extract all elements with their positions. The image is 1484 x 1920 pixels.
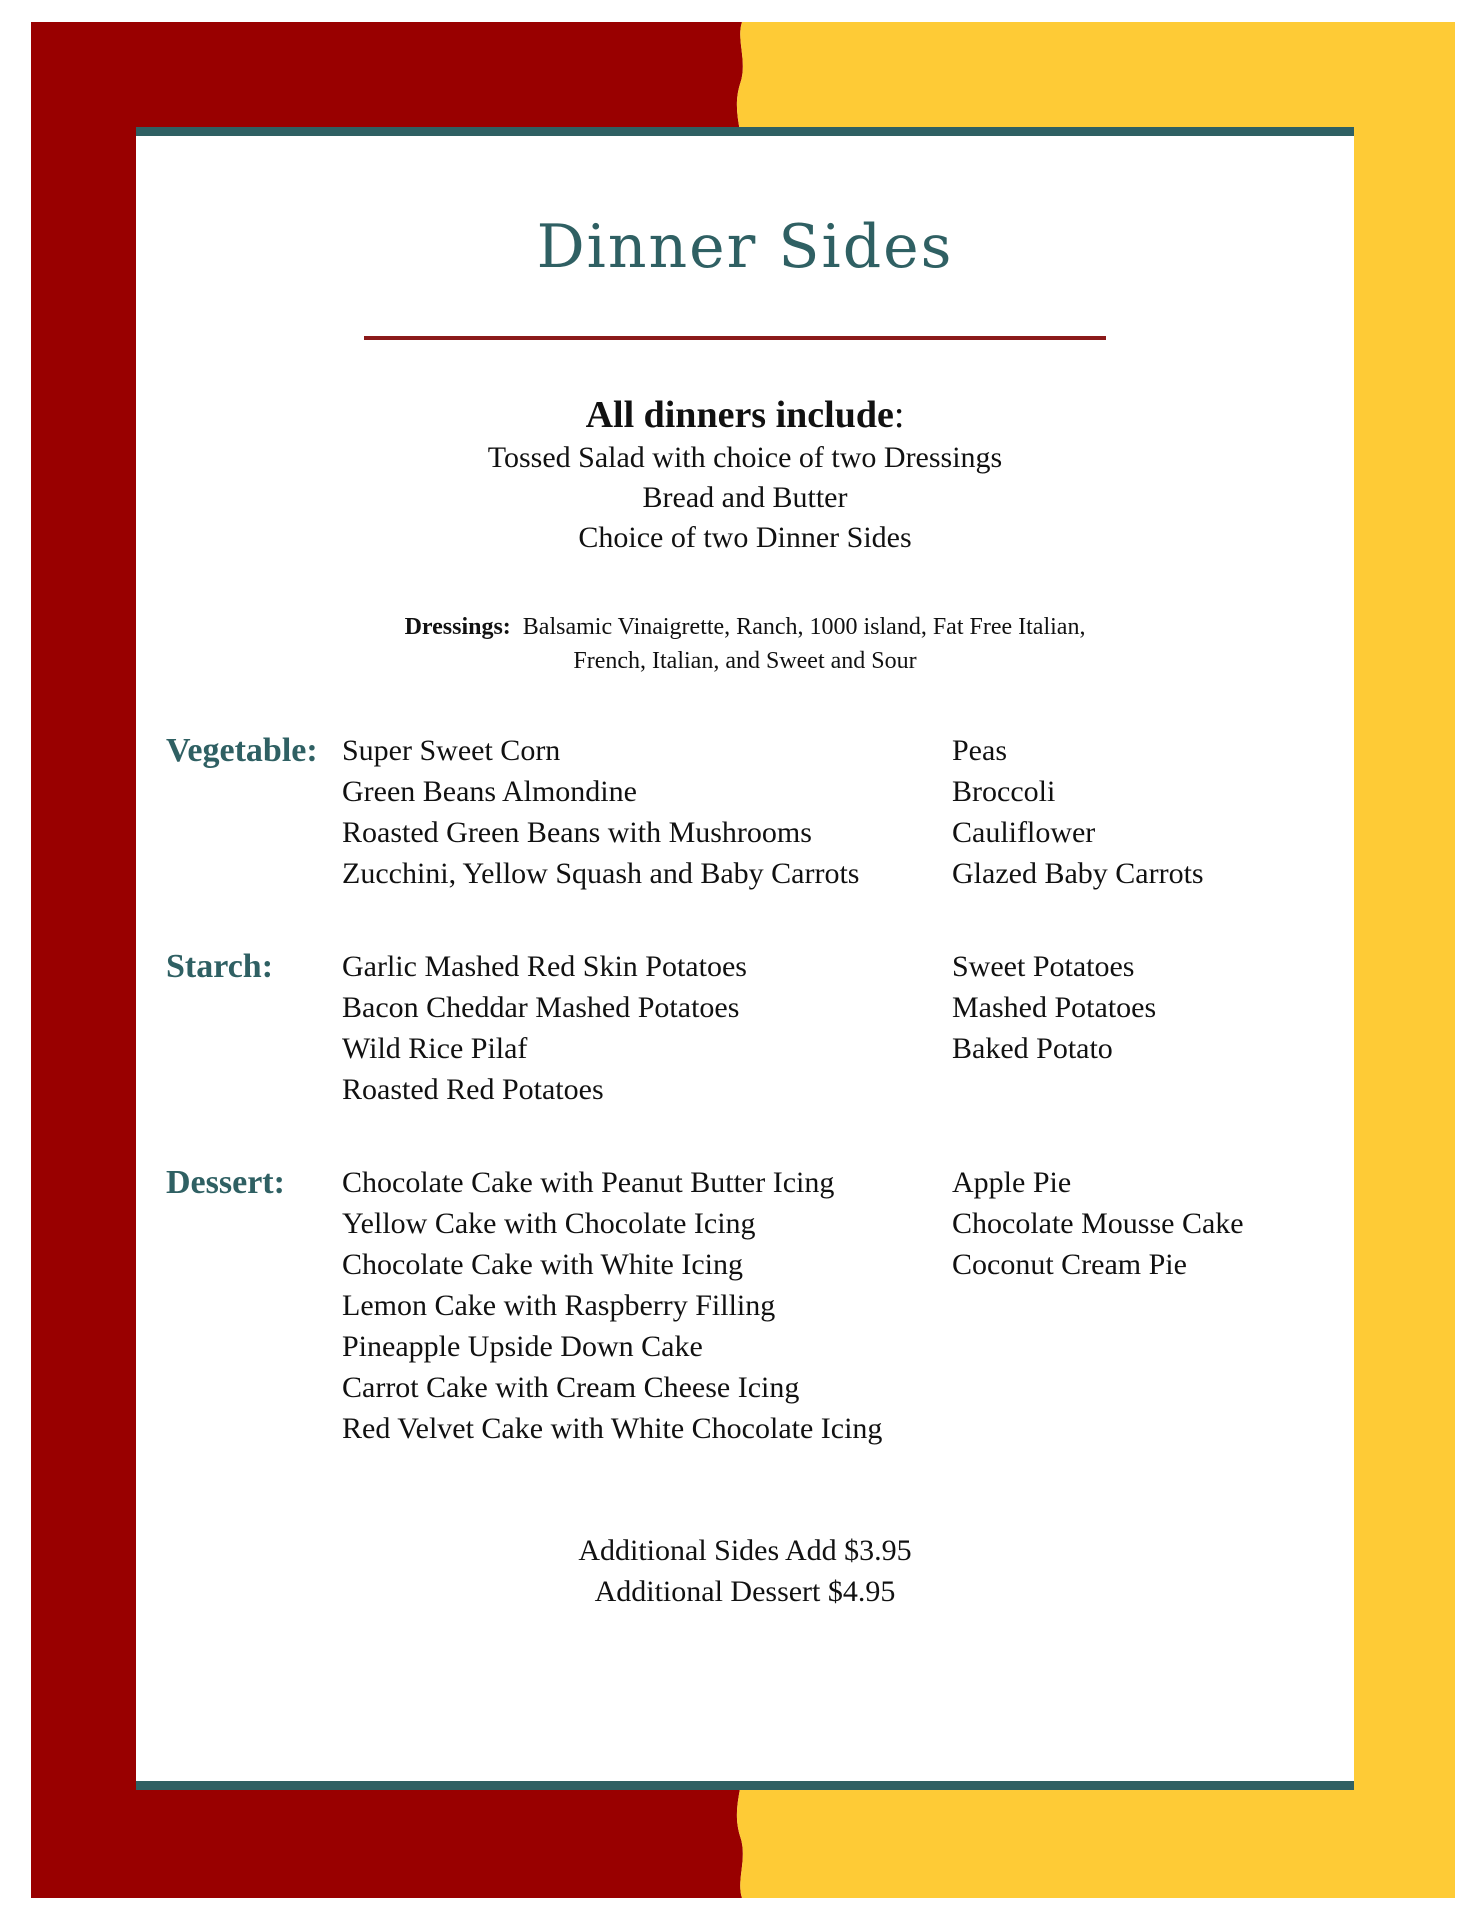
list-item: Broccoli bbox=[952, 775, 1056, 808]
list-item: Zucchini, Yellow Squash and Baby Carrots bbox=[342, 857, 860, 890]
menu-panel bbox=[136, 127, 1354, 1790]
dressings-list-2: French, Italian, and Sweet and Sour bbox=[573, 648, 917, 674]
list-item: Baked Potato bbox=[952, 1032, 1113, 1065]
vegetable-column-1 bbox=[342, 730, 859, 894]
list-item: Bacon Cheddar Mashed Potatoes bbox=[342, 991, 740, 1024]
starch-column-2 bbox=[952, 946, 1156, 1069]
additional-pricing bbox=[136, 1530, 1354, 1612]
list-item: Wild Rice Pilaf bbox=[342, 1032, 528, 1065]
include-item: Bread and Butter bbox=[642, 481, 848, 514]
list-item: Pineapple Upside Down Cake bbox=[342, 1330, 703, 1363]
list-item: Chocolate Cake with White Icing bbox=[342, 1248, 744, 1281]
dressings-line-1 bbox=[136, 610, 1354, 644]
vegetable-column-2 bbox=[952, 730, 1204, 894]
list-item: Cauliflower bbox=[952, 816, 1096, 849]
list-item: Mashed Potatoes bbox=[952, 991, 1157, 1024]
list-item: Chocolate Mousse Cake bbox=[952, 1207, 1244, 1240]
list-item: Lemon Cake with Raspberry Filling bbox=[342, 1289, 776, 1322]
title-divider bbox=[364, 336, 1106, 340]
list-item: Peas bbox=[952, 734, 1007, 767]
dressings-list-1: Balsamic Vinaigrette, Ranch, 1000 island, Fat Free Italian, bbox=[522, 614, 1086, 640]
list-item: Sweet Potatoes bbox=[952, 950, 1135, 983]
dessert-column-2 bbox=[952, 1162, 1244, 1285]
list-item: Glazed Baby Carrots bbox=[952, 857, 1204, 890]
dressings-block bbox=[136, 610, 1354, 678]
list-item: Red Velvet Cake with White Chocolate Icing bbox=[342, 1412, 883, 1445]
list-item: Carrot Cake with Cream Cheese Icing bbox=[342, 1371, 800, 1404]
list-item: Apple Pie bbox=[952, 1166, 1072, 1199]
additional-sides-price: Additional Sides Add $3.95 bbox=[578, 1534, 912, 1567]
additional-dessert-price: Additional Dessert $4.95 bbox=[594, 1575, 896, 1608]
dessert-label: Dessert: bbox=[166, 1164, 285, 1201]
vegetable-label: Vegetable: bbox=[166, 732, 318, 769]
list-item: Green Beans Almondine bbox=[342, 775, 637, 808]
list-item: Yellow Cake with Chocolate Icing bbox=[342, 1207, 756, 1240]
includes-heading-text: All dinners include bbox=[585, 394, 894, 436]
include-item: Choice of two Dinner Sides bbox=[578, 521, 912, 554]
list-item: Roasted Green Beans with Mushrooms bbox=[342, 816, 812, 849]
list-item: Coconut Cream Pie bbox=[952, 1248, 1187, 1281]
include-item: Tossed Salad with choice of two Dressings bbox=[487, 441, 1003, 474]
dinners-include-block bbox=[136, 392, 1354, 558]
list-item: Super Sweet Corn bbox=[342, 734, 561, 767]
list-item: Garlic Mashed Red Skin Potatoes bbox=[342, 950, 747, 983]
includes-heading bbox=[136, 392, 1354, 438]
dressings-label: Dressings: bbox=[404, 614, 511, 640]
starch-label: Starch: bbox=[166, 948, 274, 985]
list-item: Chocolate Cake with Peanut Butter Icing bbox=[342, 1166, 835, 1199]
includes-heading-colon: : bbox=[893, 394, 905, 436]
dessert-column-1 bbox=[342, 1162, 882, 1449]
starch-column-1 bbox=[342, 946, 747, 1110]
list-item: Roasted Red Potatoes bbox=[342, 1073, 604, 1106]
page-title: Dinner Sides bbox=[536, 212, 954, 282]
